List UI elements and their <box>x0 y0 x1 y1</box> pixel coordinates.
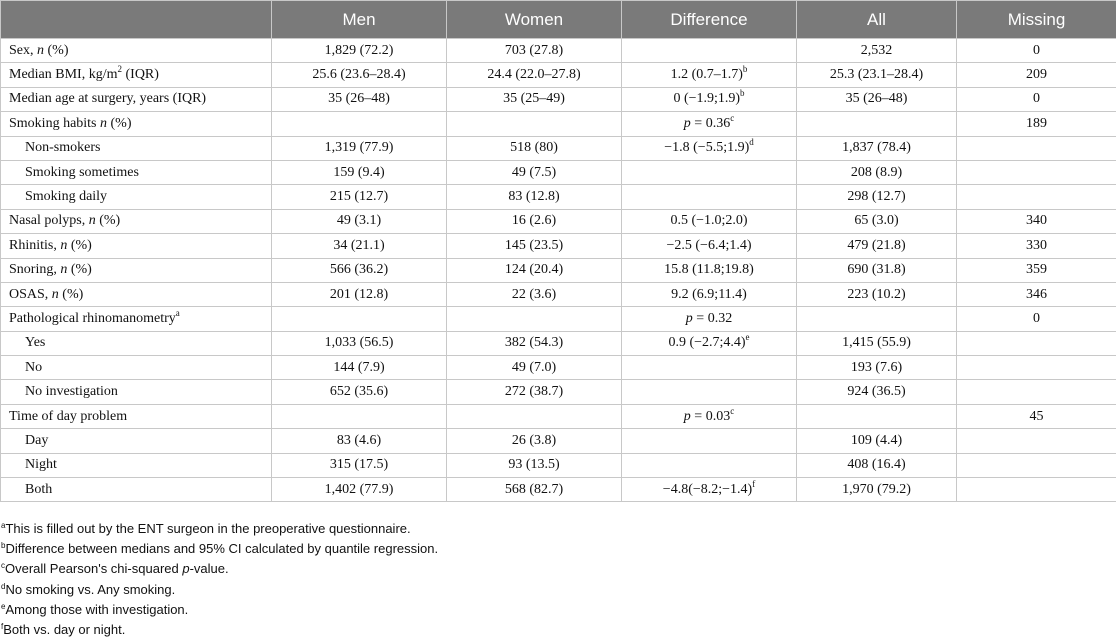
header-row <box>1 1 1116 39</box>
table-row <box>1 234 1116 258</box>
footnote <box>1 559 438 579</box>
row-label <box>1 160 272 184</box>
cell-missing <box>957 331 1116 355</box>
table-row <box>1 404 1116 428</box>
row-label-text: Night <box>25 457 57 473</box>
footnotes <box>1 519 438 640</box>
table-row <box>1 160 1116 184</box>
cell-difference <box>622 307 797 331</box>
cell-women <box>447 404 622 428</box>
table-row <box>1 209 1116 233</box>
footnote-mark: e <box>1 601 6 611</box>
cell-all: 2,532 <box>797 39 957 63</box>
cell-men: 1,829 (72.2) <box>272 39 447 63</box>
footnote-mark: b <box>1 541 6 551</box>
cell-difference-sup: b <box>740 88 745 99</box>
cell-all: 65 (3.0) <box>797 209 957 233</box>
header-missing: Missing <box>957 1 1116 39</box>
row-label <box>1 258 272 282</box>
cell-men <box>272 112 447 136</box>
cell-missing: 189 <box>957 112 1116 136</box>
footnote-mark: d <box>1 581 6 591</box>
cell-all: 35 (26–48) <box>797 87 957 111</box>
row-label-text: Yes <box>25 335 46 351</box>
cell-women: 22 (3.6) <box>447 282 622 306</box>
cell-women: 49 (7.0) <box>447 356 622 380</box>
cell-missing: 346 <box>957 282 1116 306</box>
header-men: Men <box>272 1 447 39</box>
cell-missing <box>957 185 1116 209</box>
row-label-italic: n <box>60 262 68 278</box>
row-label-text: Day <box>25 432 49 448</box>
row-label <box>1 331 272 355</box>
cell-difference <box>622 404 797 428</box>
row-label <box>1 429 272 453</box>
cell-difference-sup: c <box>730 112 735 123</box>
cell-difference <box>622 209 797 233</box>
cell-men: 566 (36.2) <box>272 258 447 282</box>
cell-women: 145 (23.5) <box>447 234 622 258</box>
header-difference: Difference <box>622 1 797 39</box>
cell-all: 690 (31.8) <box>797 258 957 282</box>
cell-difference <box>622 429 797 453</box>
cell-women: 16 (2.6) <box>447 209 622 233</box>
footnote-text: Both vs. day or night. <box>3 621 126 637</box>
row-label-text: Time of day problem <box>9 408 128 424</box>
row-label <box>1 185 272 209</box>
table-row <box>1 453 1116 477</box>
cell-difference-sup: d <box>749 137 754 148</box>
cell-all <box>797 307 957 331</box>
cell-difference <box>622 356 797 380</box>
row-label-sup: a <box>175 307 180 318</box>
row-label <box>1 209 272 233</box>
cell-all: 1,970 (79.2) <box>797 478 957 502</box>
row-label <box>1 356 272 380</box>
cell-men: 25.6 (23.6–28.4) <box>272 63 447 87</box>
cell-missing <box>957 380 1116 404</box>
table-row <box>1 136 1116 160</box>
cell-missing <box>957 478 1116 502</box>
row-label <box>1 63 272 87</box>
row-label-tail: (%) <box>67 262 92 278</box>
cell-women: 272 (38.7) <box>447 380 622 404</box>
table-row <box>1 429 1116 453</box>
cell-missing: 340 <box>957 209 1116 233</box>
table-row <box>1 258 1116 282</box>
cell-difference-italic: p <box>683 115 691 131</box>
footnote-text: Among those with investigation. <box>5 601 189 617</box>
cell-difference <box>622 63 797 87</box>
cell-all: 1,837 (78.4) <box>797 136 957 160</box>
table-row <box>1 185 1116 209</box>
cell-difference-text: 0 (−1.9;1.9) <box>673 91 741 107</box>
row-label-tail: (%) <box>107 115 132 131</box>
header-women: Women <box>447 1 622 39</box>
cell-women: 26 (3.8) <box>447 429 622 453</box>
cell-men <box>272 404 447 428</box>
table-row <box>1 331 1116 355</box>
cell-missing <box>957 356 1116 380</box>
footnote-mark: f <box>1 621 4 631</box>
row-label-text: Pathological rhinomanometry <box>9 310 176 326</box>
row-label-text: Both <box>25 481 53 497</box>
cell-men: 144 (7.9) <box>272 356 447 380</box>
cell-all: 1,415 (55.9) <box>797 331 957 355</box>
cell-men: 159 (9.4) <box>272 160 447 184</box>
row-label-tail: (IQR) <box>122 67 159 83</box>
cell-missing <box>957 160 1116 184</box>
row-label-text: Sex, <box>9 42 37 58</box>
cell-difference <box>622 160 797 184</box>
cell-men <box>272 307 447 331</box>
row-label-text: Median BMI, kg/m <box>9 67 118 83</box>
footnote-text: Difference between medians and 95% CI calculated by quantile regression. <box>5 541 439 557</box>
cell-men: 49 (3.1) <box>272 209 447 233</box>
cell-all: 408 (16.4) <box>797 453 957 477</box>
row-label-text: Snoring, <box>9 262 61 278</box>
header-all: All <box>797 1 957 39</box>
row-label-text: Rhinitis, <box>9 237 61 253</box>
cell-men: 34 (21.1) <box>272 234 447 258</box>
row-label <box>1 136 272 160</box>
cell-missing: 0 <box>957 39 1116 63</box>
cell-difference <box>622 282 797 306</box>
table-row <box>1 282 1116 306</box>
footnote-text-tail: -value. <box>189 561 229 577</box>
footnote-mark: c <box>1 561 5 571</box>
table-body <box>1 39 1116 502</box>
table-row <box>1 380 1116 404</box>
cell-men: 315 (17.5) <box>272 453 447 477</box>
cell-missing: 45 <box>957 404 1116 428</box>
cell-difference <box>622 185 797 209</box>
row-label <box>1 39 272 63</box>
cell-women: 518 (80) <box>447 136 622 160</box>
cell-women: 24.4 (22.0–27.8) <box>447 63 622 87</box>
cell-missing: 330 <box>957 234 1116 258</box>
cell-difference <box>622 87 797 111</box>
footnote <box>1 620 438 640</box>
row-label-text: Smoking sometimes <box>25 164 139 180</box>
row-label-text: Median age at surgery, years (IQR) <box>9 91 207 107</box>
cell-difference <box>622 258 797 282</box>
cell-all: 193 (7.6) <box>797 356 957 380</box>
row-label-italic: n <box>37 42 44 58</box>
cell-women: 83 (12.8) <box>447 185 622 209</box>
cell-difference <box>622 112 797 136</box>
row-label-italic: n <box>88 213 96 229</box>
row-label-tail: (%) <box>58 286 84 302</box>
cell-all: 109 (4.4) <box>797 429 957 453</box>
cell-women: 382 (54.3) <box>447 331 622 355</box>
row-label <box>1 453 272 477</box>
cell-missing <box>957 136 1116 160</box>
footnote-mark: a <box>1 521 6 530</box>
cell-missing: 359 <box>957 258 1116 282</box>
cell-difference-text: 9.2 (6.9;11.4) <box>671 286 747 302</box>
row-label-italic: n <box>51 286 59 302</box>
row-label <box>1 404 272 428</box>
row-label <box>1 112 272 136</box>
cell-all: 479 (21.8) <box>797 234 957 258</box>
cell-difference-italic: p <box>683 408 691 424</box>
table-row <box>1 39 1116 63</box>
row-label-text: OSAS, <box>9 286 52 302</box>
cell-difference-text: −4.8(−8.2;−1.4) <box>662 481 753 497</box>
cell-men: 1,319 (77.9) <box>272 136 447 160</box>
cell-difference <box>622 234 797 258</box>
cell-women: 93 (13.5) <box>447 453 622 477</box>
table-row <box>1 87 1116 111</box>
cell-difference <box>622 478 797 502</box>
footnote-text: No smoking vs. Any smoking. <box>5 581 176 597</box>
row-label-tail: (%) <box>44 42 69 58</box>
footnote-italic: p <box>182 561 190 577</box>
cell-men: 83 (4.6) <box>272 429 447 453</box>
footnote <box>1 539 438 559</box>
header-blank <box>1 1 272 39</box>
cell-women: 124 (20.4) <box>447 258 622 282</box>
table-row <box>1 307 1116 331</box>
row-label-tail: (%) <box>95 213 121 229</box>
cell-men: 201 (12.8) <box>272 282 447 306</box>
table-row <box>1 356 1116 380</box>
cell-difference-text: 0.9 (−2.7;4.4) <box>668 335 746 351</box>
cell-difference-sup: e <box>745 332 750 343</box>
cell-women: 568 (82.7) <box>447 478 622 502</box>
footnote-text: Overall Pearson's chi-squared <box>5 561 183 577</box>
cell-difference <box>622 331 797 355</box>
cell-difference <box>622 39 797 63</box>
cell-women <box>447 112 622 136</box>
cell-difference-text: −2.5 (−6.4;1.4) <box>666 237 752 253</box>
cell-missing: 0 <box>957 307 1116 331</box>
cell-missing <box>957 429 1116 453</box>
cell-men: 1,402 (77.9) <box>272 478 447 502</box>
cell-difference-text: −1.8 (−5.5;1.9) <box>664 140 750 156</box>
cell-all: 208 (8.9) <box>797 160 957 184</box>
cell-difference-text: 1.2 (0.7–1.7) <box>670 67 743 83</box>
cell-difference-text: = 0.36 <box>690 115 731 131</box>
row-label-text: Smoking habits <box>9 115 101 131</box>
cell-difference <box>622 453 797 477</box>
cell-all: 25.3 (23.1–28.4) <box>797 63 957 87</box>
row-label <box>1 234 272 258</box>
table-row <box>1 478 1116 502</box>
cell-missing: 209 <box>957 63 1116 87</box>
row-label <box>1 478 272 502</box>
cell-women: 703 (27.8) <box>447 39 622 63</box>
cell-all: 298 (12.7) <box>797 185 957 209</box>
cell-men: 1,033 (56.5) <box>272 331 447 355</box>
cell-difference <box>622 136 797 160</box>
cell-missing: 0 <box>957 87 1116 111</box>
row-label <box>1 307 272 331</box>
row-label-text: Smoking daily <box>25 189 108 205</box>
row-label-italic: n <box>60 237 68 253</box>
cell-difference-text: = 0.03 <box>690 408 731 424</box>
cell-all: 223 (10.2) <box>797 282 957 306</box>
cell-difference-sup: f <box>752 478 756 489</box>
cell-all <box>797 404 957 428</box>
cell-all: 924 (36.5) <box>797 380 957 404</box>
cell-women: 35 (25–49) <box>447 87 622 111</box>
row-label-sup: 2 <box>117 64 122 75</box>
row-label-italic: n <box>100 115 108 131</box>
cell-difference-italic: p <box>685 310 693 326</box>
row-label <box>1 380 272 404</box>
row-label-text: No investigation <box>25 384 118 400</box>
row-label <box>1 282 272 306</box>
footnote-text: This is filled out by the ENT surgeon in the preoperative questionnaire. <box>5 521 411 536</box>
cell-difference-sup: b <box>742 64 748 75</box>
table-row <box>1 112 1116 136</box>
cell-difference <box>622 380 797 404</box>
table-row <box>1 63 1116 87</box>
footnote <box>1 600 438 620</box>
row-label-text: No <box>25 359 43 375</box>
footnote <box>1 580 438 600</box>
cell-difference-sup: c <box>730 405 735 416</box>
cell-men: 35 (26–48) <box>272 87 447 111</box>
row-label <box>1 87 272 111</box>
row-label-text: Nasal polyps, <box>9 213 89 229</box>
cell-difference-text: 15.8 (11.8;19.8) <box>664 262 754 278</box>
cell-men: 652 (35.6) <box>272 380 447 404</box>
cell-men: 215 (12.7) <box>272 185 447 209</box>
cell-women: 49 (7.5) <box>447 160 622 184</box>
cell-women <box>447 307 622 331</box>
cell-difference-text: = 0.32 <box>692 310 733 326</box>
row-label-tail: (%) <box>67 237 92 253</box>
cell-missing <box>957 453 1116 477</box>
footnote <box>1 519 438 539</box>
row-label-text: Non-smokers <box>25 140 101 156</box>
cell-all <box>797 112 957 136</box>
cell-difference-text: 0.5 (−1.0;2.0) <box>670 213 748 229</box>
